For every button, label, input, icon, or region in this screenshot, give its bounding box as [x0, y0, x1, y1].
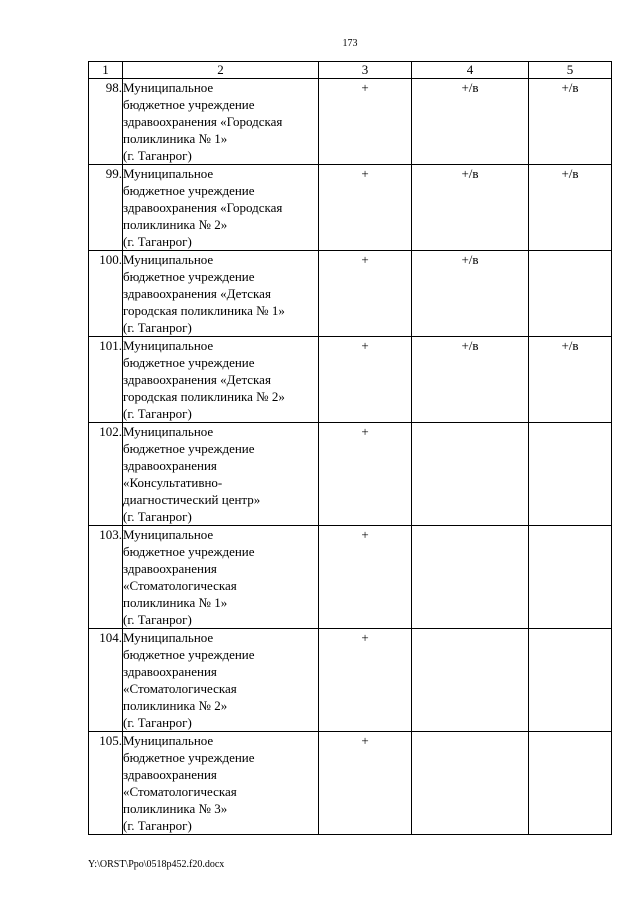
document-file-path: Y:\ORST\Ppo\0518p452.f20.docx: [88, 859, 225, 870]
cell-col-4: +/в: [412, 337, 529, 423]
row-number: 101.: [89, 337, 123, 423]
cell-col-4: [412, 526, 529, 629]
institution-name: Муниципальное бюджетное учреждение здравоохранения «Детская городская поликлиника № 2» (г. Таганрог): [123, 337, 319, 423]
cell-col-3: +: [319, 337, 412, 423]
table-row: [89, 251, 612, 337]
table-row: [89, 732, 612, 835]
institution-name: Муниципальное бюджетное учреждение здравоохранения «Консультативно- диагностический центр» (г. Таганрог): [123, 423, 319, 526]
cell-col-5: +/в: [529, 337, 612, 423]
column-header-3: 3: [319, 62, 412, 79]
column-header-2: 2: [123, 62, 319, 79]
column-header-1: 1: [89, 62, 123, 79]
table-row: [89, 526, 612, 629]
page-number: 173: [342, 38, 358, 49]
institution-name: Муниципальное бюджетное учреждение здравоохранения «Стоматологическая поликлиника № 2» (г. Таганрог): [123, 629, 319, 732]
cell-col-5: [529, 629, 612, 732]
cell-col-3: +: [319, 423, 412, 526]
row-number: 98.: [89, 79, 123, 165]
cell-col-3: +: [319, 629, 412, 732]
institution-name: Муниципальное бюджетное учреждение здравоохранения «Стоматологическая поликлиника № 1» (г. Таганрог): [123, 526, 319, 629]
row-number: 100.: [89, 251, 123, 337]
cell-col-5: [529, 423, 612, 526]
cell-col-3: +: [319, 251, 412, 337]
document-table: [88, 61, 612, 835]
table-row: [89, 165, 612, 251]
cell-col-3: +: [319, 732, 412, 835]
cell-col-4: [412, 629, 529, 732]
cell-col-4: [412, 732, 529, 835]
institution-name: Муниципальное бюджетное учреждение здравоохранения «Детская городская поликлиника № 1» (г. Таганрог): [123, 251, 319, 337]
institution-name: Муниципальное бюджетное учреждение здравоохранения «Стоматологическая поликлиника № 3» (г. Таганрог): [123, 732, 319, 835]
table-header-row: [89, 62, 612, 79]
table-row: [89, 423, 612, 526]
cell-col-3: +: [319, 79, 412, 165]
table-row: [89, 337, 612, 423]
cell-col-4: +/в: [412, 79, 529, 165]
institution-name: Муниципальное бюджетное учреждение здравоохранения «Городская поликлиника № 1» (г. Таганрог): [123, 79, 319, 165]
cell-col-3: +: [319, 165, 412, 251]
cell-col-5: +/в: [529, 165, 612, 251]
row-number: 102.: [89, 423, 123, 526]
cell-col-5: [529, 732, 612, 835]
row-number: 99.: [89, 165, 123, 251]
column-header-5: 5: [529, 62, 612, 79]
cell-col-5: [529, 251, 612, 337]
cell-col-4: +/в: [412, 165, 529, 251]
institution-name: Муниципальное бюджетное учреждение здравоохранения «Городская поликлиника № 2» (г. Таганрог): [123, 165, 319, 251]
row-number: 105.: [89, 732, 123, 835]
column-header-4: 4: [412, 62, 529, 79]
cell-col-5: +/в: [529, 79, 612, 165]
cell-col-4: +/в: [412, 251, 529, 337]
row-number: 104.: [89, 629, 123, 732]
cell-col-4: [412, 423, 529, 526]
row-number: 103.: [89, 526, 123, 629]
cell-col-3: +: [319, 526, 412, 629]
table-row: [89, 79, 612, 165]
table-row: [89, 629, 612, 732]
cell-col-5: [529, 526, 612, 629]
